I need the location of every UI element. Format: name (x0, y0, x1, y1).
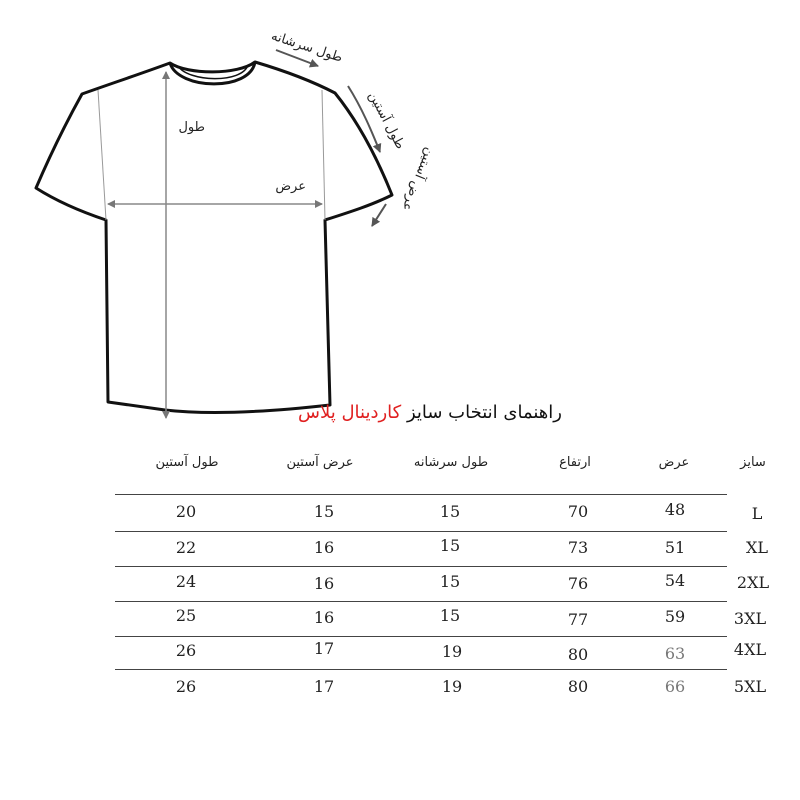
cell-width: 63 (664, 644, 686, 663)
cell-sleeve-length: 26 (175, 677, 197, 696)
cell-height: 80 (567, 645, 589, 664)
cell-width: 59 (664, 607, 686, 626)
label-sleeve-width: عرض آستین (398, 145, 438, 214)
label-width: عرض (275, 179, 306, 194)
title-text: راهنمای انتخاب سایز (406, 402, 562, 423)
cell-sleeve-length: 20 (175, 502, 197, 521)
cell-height: 77 (567, 610, 589, 629)
cell-shoulder-length: 15 (439, 572, 461, 591)
cell-sleeve-width: 16 (313, 538, 335, 557)
cell-sleeve-width: 17 (313, 639, 335, 658)
cell-width: 48 (664, 500, 686, 519)
cell-size: 4XL (733, 640, 767, 659)
cell-height: 70 (567, 502, 589, 521)
header-height: ارتفاع (559, 455, 591, 470)
label-length: طول (178, 120, 205, 135)
header-width: عرض (658, 455, 690, 470)
cell-width: 51 (664, 538, 686, 557)
table-line (115, 566, 727, 567)
cell-sleeve-width: 16 (313, 608, 335, 627)
header-sleeve-length: طول آستین (155, 455, 219, 470)
table-line (115, 636, 727, 637)
cell-shoulder-length: 15 (439, 536, 461, 555)
table-line (115, 531, 727, 532)
cell-size: XL (745, 538, 769, 557)
cell-size: 2XL (736, 573, 770, 592)
brand-name: کاردینال پلاس (298, 402, 402, 423)
cell-shoulder-length: 19 (441, 642, 463, 661)
cell-shoulder-length: 19 (441, 677, 463, 696)
cell-size: L (751, 504, 763, 523)
cell-size: 5XL (733, 677, 767, 696)
cell-height: 76 (567, 574, 589, 593)
header-shoulder-length: طول سرشانه (413, 455, 489, 470)
cell-height: 73 (567, 538, 589, 557)
cell-sleeve-length: 22 (175, 538, 197, 557)
cell-width: 66 (664, 677, 686, 696)
cell-sleeve-width: 16 (313, 574, 335, 593)
cell-height: 80 (567, 677, 589, 696)
cell-shoulder-length: 15 (439, 502, 461, 521)
cell-width: 54 (664, 571, 686, 590)
table-line (115, 601, 727, 602)
sleeve-width-arrow (372, 204, 386, 226)
cell-shoulder-length: 15 (439, 606, 461, 625)
label-sleeve-length: طول آستین (364, 89, 408, 152)
cell-sleeve-length: 26 (175, 641, 197, 660)
cell-sleeve-width: 17 (313, 677, 335, 696)
size-guide-title (298, 402, 562, 423)
label-shoulder-length: طول سرشانه (269, 28, 345, 66)
cell-size: 3XL (733, 609, 767, 628)
cell-sleeve-length: 24 (175, 572, 197, 591)
table-line (115, 494, 727, 495)
cell-sleeve-length: 25 (175, 606, 197, 625)
tshirt-outline (36, 62, 392, 413)
table-line (115, 669, 727, 670)
header-sleeve-width: عرض آستین (286, 455, 354, 470)
header-size: سایز (740, 455, 766, 470)
cell-sleeve-width: 15 (313, 502, 335, 521)
